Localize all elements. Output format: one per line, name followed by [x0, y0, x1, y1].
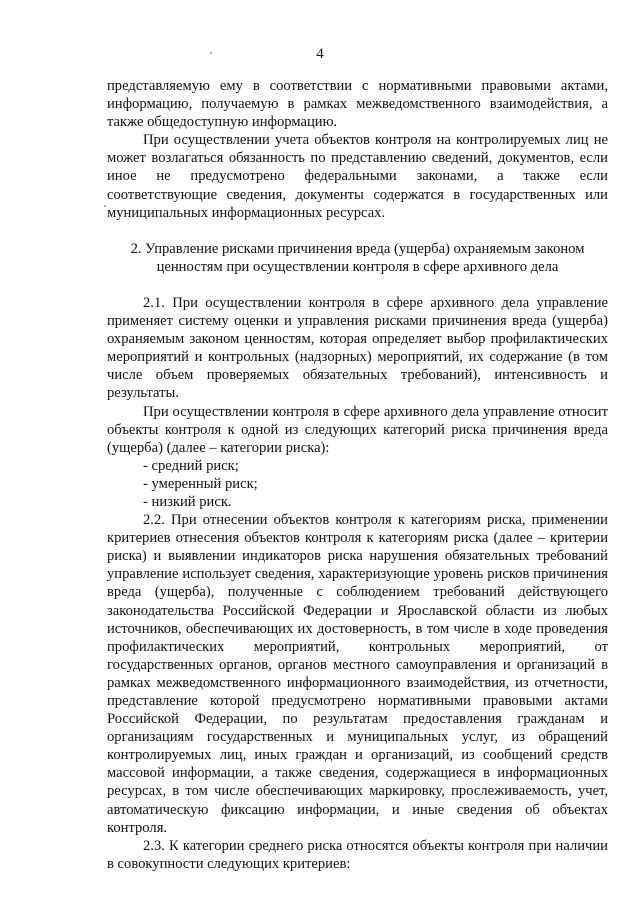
paragraph-risk-categories: При осуществлении контроля в сфере архивного дела управление относит объекты контроля к одной из следующих категорий риска причинения вреда (ущерба) (далее – категории риска): — [107, 403, 608, 456]
list-item-moderate-risk: - умеренный риск; — [143, 475, 258, 492]
list-item-medium-risk: - средний риск; — [143, 457, 239, 474]
paragraph-2-2: 2.2. При отнесении объектов контроля к категориям риска, применении критериев отнесения объектов контроля к категориям риска (далее – критерии риска) и выявлении индикаторов риска нарушения обязательных требований управление использует сведения, характеризующие уровень рисков причинения вреда (ущерба), полученные с соблюдением требований действующего законодательства Российской Федерации и Ярославской области из любых источников, обеспечивающих их достоверность, в том числе в ходе проведения профилактических мероприятий, контрольных мероприятий, от государственных органов, органов местного самоуправления и организаций в рамках межведомственного информационного взаимодействия, из отчетности, представление которой предусмотрено нормативными правовыми актами Российской Федерации, по результатам предоставления гражданам и организациям государственных и муниципальных услуг, из обращений контролируемых лиц, иных граждан и организаций, из сообщений средств массовой информации, а также сведения, содержащиеся в информационных ресурсах, в том числе обеспечивающих маркировку, прослеживаемость, учет, автоматическую фиксацию информации, и иные сведения об объектах контроля. — [107, 512, 608, 836]
paragraph-2-3: 2.3. К категории среднего риска относятся объекты контроля при наличии в совокупности следующих критериев: — [107, 837, 608, 872]
list-item-low-risk: - низкий риск. — [143, 493, 232, 510]
paragraph-accounting: При осуществлении учета объектов контроля на контролируемых лиц не может возлагаться обязанность по представлению сведений, документов, если иное не предусмотрено федеральными законами, а также если соответствующие сведения, документы содержатся в государственных или муниципальных информационных ресурсах. — [107, 132, 608, 221]
page-number: 4 — [316, 46, 324, 62]
scan-speck — [104, 205, 106, 207]
scan-speck — [210, 52, 212, 54]
section-heading: 2. Управление рисками причинения вреда (ущерба) охраняемым законом ценностям при осуществлении контроля в сфере архивного дела — [130, 240, 585, 275]
paragraph-2-1: 2.1. При осуществлении контроля в сфере архивного дела управление применяет систему оценки и управления рисками причинения вреда (ущерба) охраняемым законом ценностям, которая определяет выбор профилактических мероприятий и контрольных (надзорных) мероприятий, их содержание (в том числе объем проверяемых обязательных требований), интенсивность и результаты. — [107, 294, 608, 402]
document-body — [107, 77, 608, 873]
paragraph-continuation: представляемую ему в соответствии с нормативными правовыми актами, информацию, получаемую в рамках межведомственного взаимодействия, а также общедоступную информацию. — [107, 78, 608, 131]
